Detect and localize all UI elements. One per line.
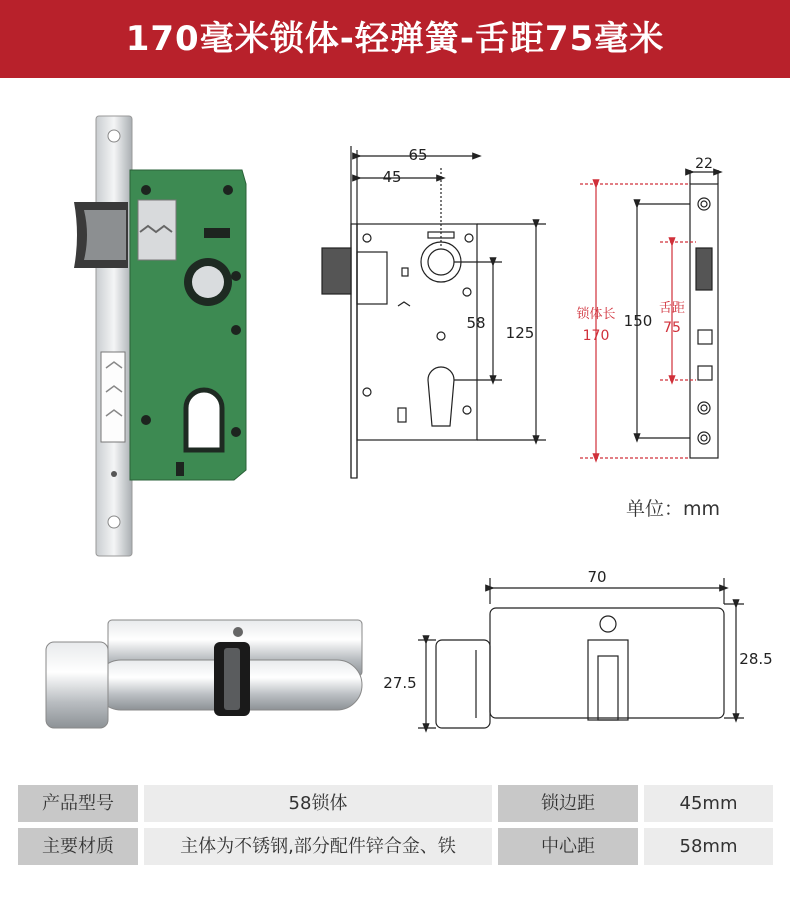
dim-height: 125 xyxy=(505,324,535,342)
dim-center-distance: 58 xyxy=(466,314,486,332)
spec-value: 58锁体 xyxy=(144,785,492,822)
product-image-panel xyxy=(0,78,790,898)
spec-value: 58mm xyxy=(644,828,773,865)
dim-faceplate-width: 22 xyxy=(695,156,713,172)
spec-label: 产品型号 xyxy=(18,785,138,822)
unit-label: 单位：mm xyxy=(626,498,721,520)
cylinder-drawing xyxy=(418,578,744,728)
spec-row xyxy=(18,828,773,865)
lock-body-photo xyxy=(74,116,246,556)
product-title: 170毫米锁体-轻弹簧-舌距75毫米 xyxy=(125,19,665,59)
dim-cylinder-height: 28.5 xyxy=(739,650,773,668)
spec-row xyxy=(18,785,773,822)
label-body-length: 锁体长 xyxy=(576,307,616,322)
dim-latch-distance: 75 xyxy=(663,320,681,336)
dim-plate-length: 150 xyxy=(623,312,653,330)
lock-body-drawing xyxy=(322,146,546,478)
dim-width-total: 65 xyxy=(408,146,428,164)
spec-label: 主要材质 xyxy=(18,828,138,865)
dim-knob-height: 27.5 xyxy=(383,674,417,692)
title-banner xyxy=(0,0,790,78)
dim-cylinder-length: 70 xyxy=(587,568,607,586)
spec-label: 中心距 xyxy=(498,828,638,865)
label-latch-distance: 舌距 xyxy=(658,301,686,316)
spec-value: 主体为不锈钢,部分配件锌合金、铁 xyxy=(144,828,492,865)
dim-backset: 45 xyxy=(382,168,402,186)
cylinder-photo xyxy=(46,620,362,728)
spec-label: 锁边距 xyxy=(498,785,638,822)
dim-body-length: 170 xyxy=(582,328,610,344)
spec-value: 45mm xyxy=(644,785,773,822)
